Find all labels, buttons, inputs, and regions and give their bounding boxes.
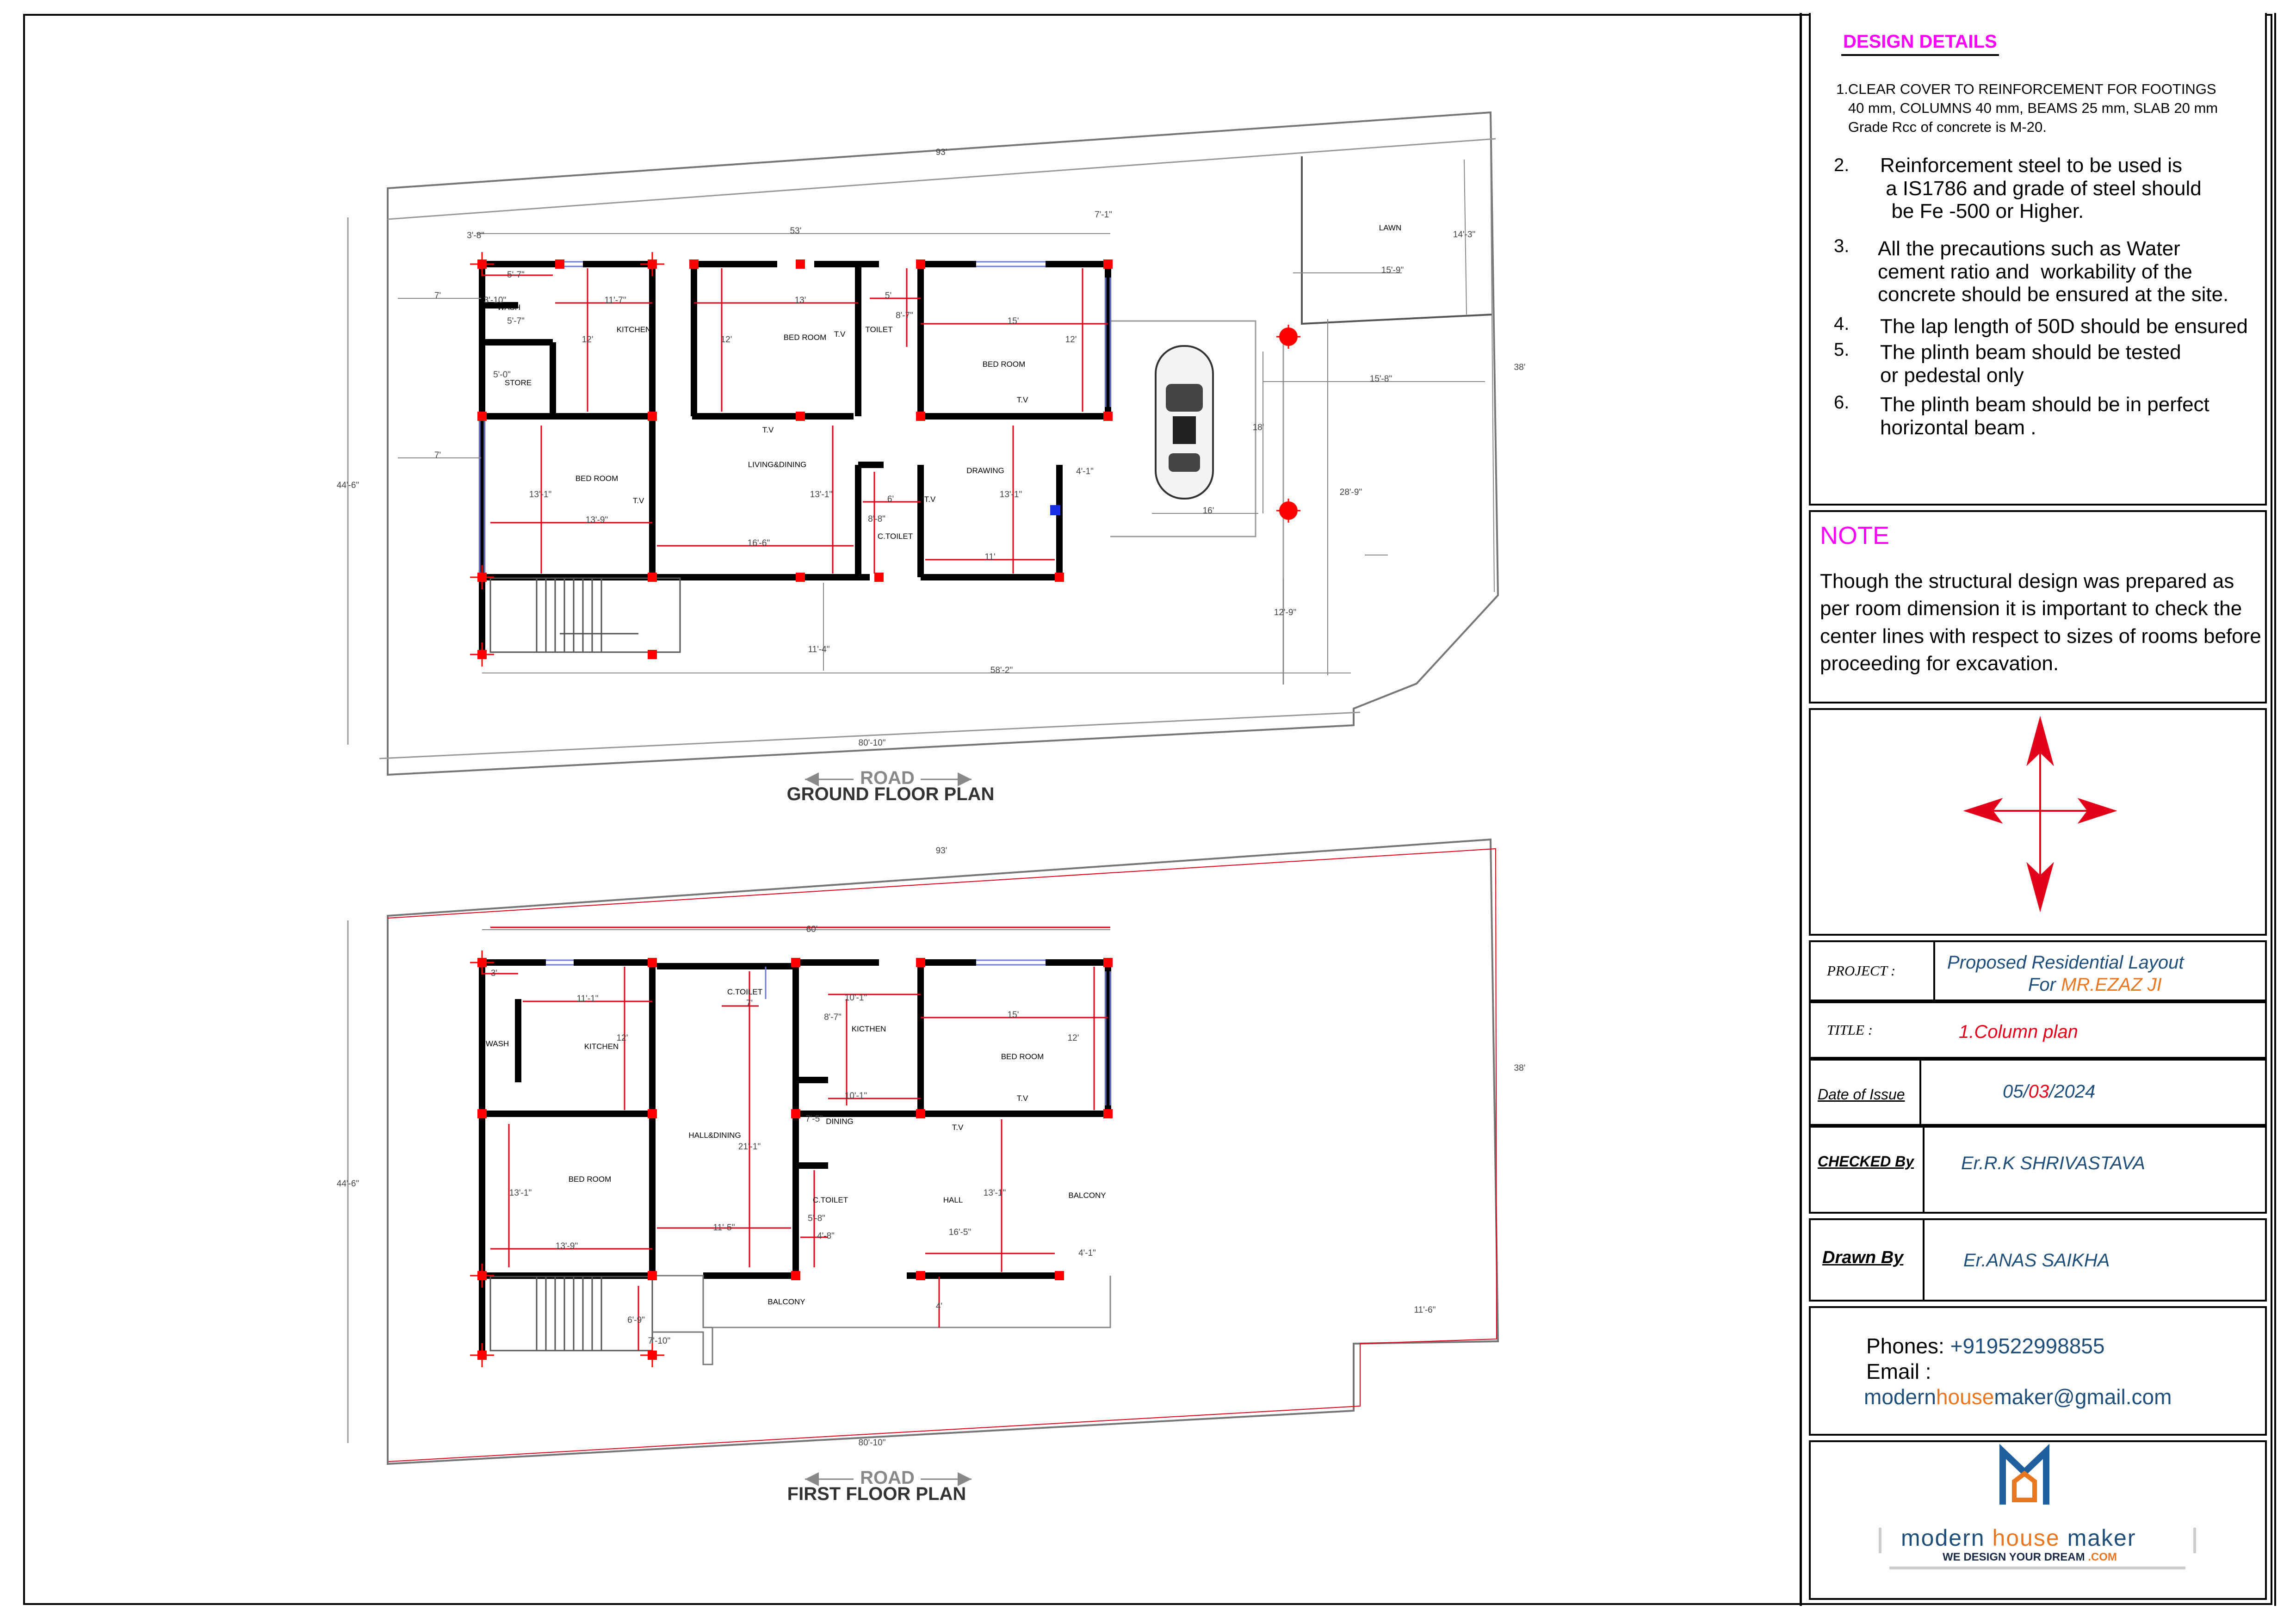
dim-label: 21'-1" [738,1142,761,1152]
label-kitchen: KITCHEN [584,1042,619,1051]
label-bedroom-3: BED ROOM [575,474,619,483]
brand-modern: modern [1901,1525,1993,1551]
label-c-toilet: C.TOILET [877,532,913,541]
label-store: STORE [504,378,532,387]
dim-label: 7' [434,450,441,460]
dim-label: 5'-7" [507,270,525,280]
dim-label: 11'-7" [604,296,626,305]
label-balcony: BALCONY [1068,1191,1106,1200]
dim-label: 5'-8" [808,1214,825,1223]
dim-label: 16'-6" [747,538,770,548]
checked-divider [1923,1128,1925,1212]
email-label: Email : [1866,1359,1931,1383]
dim-label: 3'-10" [483,296,507,305]
dim-label: 80'-10" [858,738,886,748]
dim-label: 15' [1007,1010,1019,1020]
lawn-boundary [1302,156,1492,324]
dim-label: 44'-6" [336,1179,359,1189]
label-hall: HALL [943,1196,963,1204]
dim-label: 16'-5" [948,1228,972,1237]
north-arrow-box [1809,708,2267,936]
dim-label: 11'-5" [713,1223,735,1233]
design-item-1: 1.CLEAR COVER TO REINFORCEMENT FOR FOOTINGS 40 mm, COLUMNS 40 mm, BEAMS 25 mm, SLAB 20 mm Grade Rcc of concrete is M-20. [1836,81,2218,135]
dim-label: 11' [984,552,996,562]
dim-label: 11'-4" [808,645,830,654]
checked-label: CHECKED By [1818,1153,1914,1170]
dim-label: 7'-1" [1095,210,1112,220]
dim-label: 7'-10" [648,1336,671,1346]
phones-label: Phones: [1866,1334,1944,1358]
dim-label: 6' [887,494,894,504]
note-box [1809,510,2267,704]
dim-label: 60' [806,925,818,934]
label-bedroom-1: BED ROOM [783,333,827,342]
label-bedroom-2: BED ROOM [982,360,1026,369]
first-floor-title: FIRST FLOOR PLAN [787,1484,966,1504]
project-for: For [2028,975,2061,995]
label-hall-dining: HALL&DINING [688,1131,741,1140]
label-tv: T.V [834,330,846,339]
design-details-title: DESIGN DETAILS [1841,31,1999,56]
ground-stair [490,578,680,652]
design-num-2: 2. [1834,155,1850,175]
design-num-5: 5. [1834,339,1850,360]
dim-label: 28'-9" [1339,488,1362,497]
dim-label: 15'-8" [1369,374,1392,384]
design-num-6: 6. [1834,392,1850,413]
dim-label: 13'-9" [585,515,608,525]
design-item-2: Reinforcement steel to be used is a IS1786 and grade of steel should be Fe -500 or Higher. [1880,154,2202,223]
dim-label: 4'-8" [817,1231,835,1241]
dim-label: 15'-9" [1381,265,1404,275]
logo-box [1809,1440,2267,1600]
brand-tagline-com: .COM [2088,1551,2117,1563]
checked-value: Er.R.K SHRIVASTAVA [1961,1153,2145,1173]
label-tv: T.V [762,426,774,434]
dim-label: 12' [616,1033,628,1043]
label-wash: WASH [485,1039,509,1048]
dim-label: 18' [1252,423,1264,432]
drawn-value: Er.ANAS SAIKHA [1963,1250,2110,1271]
dim-label: 5'-7" [507,316,525,326]
compass-icon [1811,710,2265,934]
dim-label: 38' [1514,363,1526,372]
label-wash: WASH [497,303,521,312]
date-year: /2024 [2049,1081,2096,1102]
dim-label: 13'-9" [555,1241,578,1251]
ground-floor-plan [337,112,1526,804]
project-client: MR.EZAZ JI [2061,975,2162,995]
note-title: NOTE [1820,522,1890,549]
dim-label: 38' [1514,1063,1526,1073]
email-part: maker [1994,1385,2054,1409]
label-c-toilet: C.TOILET [812,1196,848,1204]
brand-maker: maker [2060,1525,2136,1551]
label-bedroom: BED ROOM [1001,1052,1044,1061]
date-day: 05/ [2003,1081,2029,1102]
dim-label: 13'-1" [810,490,833,500]
design-num-4: 4. [1834,314,1850,334]
email-part: house [1936,1385,1994,1409]
label-balcony: BALCONY [767,1297,805,1306]
first-road-label: ROAD [860,1468,915,1488]
dim-label: 6'-9" [627,1315,645,1325]
label-toilet: TOILET [865,325,893,334]
dim-label: 80'-10" [858,1438,886,1448]
date-month: 03 [2028,1081,2049,1102]
label-tv: T.V [952,1123,964,1132]
dim-label: 4'-1" [1078,1248,1096,1258]
dim-label: 13'-1" [529,490,552,500]
project-divider [1933,942,1935,1000]
label-kitchen: KITCHEN [616,325,651,334]
car-icon [1156,346,1213,499]
first-stair [490,1276,1110,1364]
dim-label: 14'-3" [1453,230,1476,240]
design-num-3: 3. [1834,236,1850,256]
dim-label: 13' [794,296,806,305]
dim-label: 7' [746,999,753,1008]
dim-label: 7' [434,291,441,301]
dim-label: 13'-1" [999,490,1022,500]
label-kicthen: KICTHEN [851,1024,886,1033]
dim-label: 93' [935,846,947,856]
dim-label: 8'-7" [896,311,913,321]
design-item-6: The plinth beam should be in perfect horizontal beam . [1880,393,2209,439]
first-floor-plan [337,839,1526,1504]
date-box [1809,1059,2267,1126]
dim-label: 3'-8" [467,231,484,241]
dim-label: 93' [935,148,947,157]
dim-label: 7'-5" [805,1114,823,1124]
project-name: Proposed Residential Layout [1947,952,2184,973]
brand-house: house [1992,1525,2060,1551]
label-tv: T.V [1016,395,1028,404]
label-tv: T.V [632,496,644,505]
dim-label: 5'-0" [493,370,511,380]
design-item-4: The lap length of 50D should be ensured [1880,315,2248,338]
first-plot-boundary [388,839,1498,1464]
label-dining: DINING [826,1117,854,1126]
contact-box [1809,1306,2267,1436]
note-body: Though the structural design was prepared as per room dimension it is important to check the center lines with respect to sizes of rooms before proceeding for excavation. [1820,570,2261,675]
label-lawn: LAWN [1379,223,1402,232]
email-part: modern [1864,1385,1936,1409]
brand-tagline: WE DESIGN YOUR DREAM [1943,1551,2088,1563]
label-living-dining: LIVING&DINING [748,460,807,469]
label-bedroom: BED ROOM [568,1175,612,1184]
dim-label: 58'-2" [990,666,1013,675]
dim-label: 13'-1" [983,1188,1006,1198]
label-drawing: DRAWING [966,466,1004,475]
title-box [1809,1001,2267,1059]
dim-label: 12' [720,335,732,345]
dim-label: 8'-8" [868,514,885,524]
label-c-toilet: C.TOILET [727,987,763,996]
title-label: TITLE : [1827,1022,1873,1038]
dim-label: 16' [1202,506,1214,516]
project-box [1809,940,2267,1001]
dim-label: 15' [1007,316,1019,326]
title-value: 1.Column plan [1959,1022,2078,1042]
dim-label: 5' [885,291,892,301]
dim-label: 3' [490,969,498,978]
dim-label: 44'-6" [336,481,359,490]
dim-label: 12' [1065,335,1077,345]
ground-floor-title: GROUND FLOOR PLAN [786,784,995,804]
email-part: @gmail.com [2053,1385,2172,1409]
design-details-box [1809,13,2267,506]
drawn-label: Drawn By [1822,1248,1904,1267]
phones-value[interactable]: +919522998855 [1950,1334,2105,1358]
dim-label: 4'-1" [1076,467,1094,476]
title-block-panel [1790,13,2276,1606]
checked-box [1809,1126,2267,1214]
dim-label: 8'-7" [824,1012,842,1022]
project-label: PROJECT : [1827,963,1896,979]
drawn-divider [1923,1220,1925,1300]
dim-label: 10'-1" [844,1091,867,1101]
dim-label: 11'-1" [576,994,599,1004]
ground-plot-boundary [388,112,1498,775]
modern-house-maker-logo-icon [1811,1442,2265,1598]
label-tv: T.V [924,495,936,504]
date-label: Date of Issue [1818,1086,1905,1103]
dim-label: 53' [790,226,802,236]
design-item-3: All the precautions such as Water cement ratio and workability of the concrete should be ensured at the site. [1878,237,2229,306]
dim-label: 4' [935,1302,943,1311]
dim-label: 12' [1067,1033,1079,1043]
dim-label: 13'-1" [509,1188,532,1198]
ground-road-label: ROAD [860,768,915,788]
dim-label: 12' [582,335,594,345]
email-value[interactable] [1864,1384,2172,1409]
dim-label: 11'-6" [1414,1305,1436,1315]
design-item-5: The plinth beam should be tested or pedestal only [1880,341,2181,387]
dim-label: 12'-9" [1274,608,1297,617]
label-tv: T.V [1016,1094,1028,1103]
dim-label: 10'-1" [844,993,867,1003]
drawn-box [1809,1218,2267,1302]
date-divider [1919,1061,1921,1124]
